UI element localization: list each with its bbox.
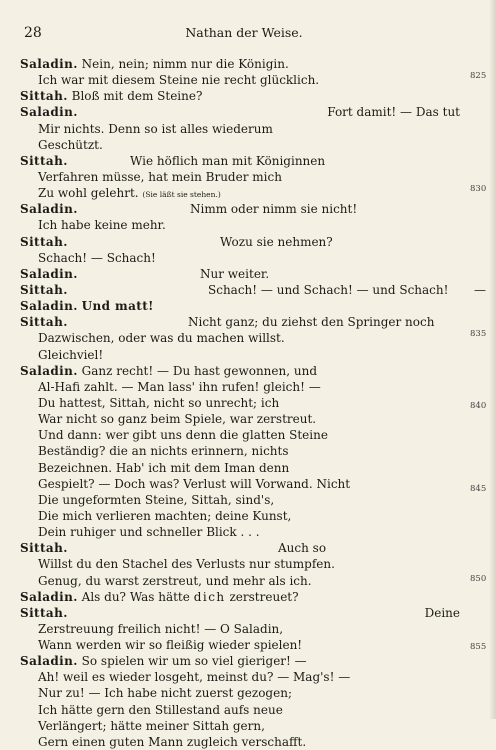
line-text: Ich habe keine mehr. bbox=[38, 218, 166, 233]
speaker-name: Sittah. bbox=[20, 89, 68, 104]
speaker-name: Sittah. bbox=[20, 541, 68, 556]
line-text: Wozu sie nehmen? bbox=[220, 234, 333, 249]
line-text: Und matt! bbox=[81, 299, 154, 314]
text-line bbox=[20, 201, 460, 217]
text-line bbox=[20, 702, 460, 718]
line-text: Nicht ganz; du ziehst den Springer noch bbox=[188, 315, 435, 330]
line-text: Und dann: wer gibt uns denn die glatten Steine bbox=[38, 428, 328, 443]
page-edge bbox=[490, 0, 496, 719]
text-line bbox=[20, 217, 460, 233]
text-line bbox=[20, 734, 460, 750]
line-text: Dein ruhiger und schneller Blick . . . bbox=[38, 525, 260, 540]
speaker-name: Saladin. bbox=[20, 299, 78, 314]
text-line bbox=[20, 347, 460, 363]
text-line bbox=[20, 137, 460, 153]
line-text: Deine bbox=[424, 605, 460, 620]
verse-number: 845 bbox=[470, 484, 487, 494]
line-text: Wie höflich man mit Königinnen bbox=[130, 153, 326, 168]
speaker-name: Sittah. bbox=[20, 605, 68, 620]
text-line bbox=[20, 524, 460, 540]
line-text: Verlängert; hätte meiner Sittah gern, bbox=[38, 718, 265, 733]
stage-direction: (Sie läßt sie stehen.) bbox=[142, 190, 221, 200]
line-text: Nur weiter. bbox=[200, 266, 270, 281]
line-text: Wann werden wir so fleißig wieder spielen! bbox=[38, 638, 303, 653]
text-line bbox=[20, 169, 460, 185]
verse-number: 855 bbox=[470, 642, 487, 652]
text-line bbox=[20, 56, 460, 72]
line-text: Die mich verlieren machten; deine Kunst, bbox=[38, 508, 292, 523]
text-line bbox=[20, 185, 460, 201]
line-text: Bloß mit dem Steine? bbox=[71, 89, 203, 104]
line-text: Ah! weil es wieder losgeht, meinst du? — Mag's! — bbox=[38, 670, 351, 685]
text-line bbox=[20, 266, 460, 282]
emphasized-word: dich bbox=[193, 589, 226, 604]
speaker-name: Sittah. bbox=[20, 282, 68, 297]
line-text: Zerstreuung freilich nicht! — O Saladin, bbox=[38, 621, 284, 636]
running-title: Nathan der Weise. bbox=[185, 25, 303, 40]
text-line bbox=[20, 330, 460, 346]
text-line bbox=[20, 427, 460, 443]
text-line bbox=[20, 605, 460, 621]
text-line bbox=[20, 363, 460, 379]
text-line bbox=[20, 621, 460, 637]
text-line bbox=[20, 573, 460, 589]
line-text: So spielen wir um so viel gieriger! — bbox=[81, 654, 307, 669]
verse-number: 840 bbox=[470, 401, 487, 411]
text-line bbox=[20, 540, 460, 556]
text-line bbox=[20, 508, 460, 524]
line-text: Bezeichnen. Hab' ich mit dem Iman denn bbox=[38, 460, 290, 475]
line-text: Nimm oder nimm sie nicht! bbox=[190, 202, 358, 217]
text-line bbox=[20, 395, 460, 411]
text-line bbox=[20, 104, 460, 120]
text-line bbox=[20, 637, 460, 653]
text-line bbox=[20, 234, 460, 250]
line-text: Fort damit! — Das tut bbox=[327, 105, 460, 120]
text-line bbox=[20, 314, 460, 330]
verse-number: 850 bbox=[470, 574, 487, 584]
line-text: Genug, du warst zerstreut, und mehr als ich. bbox=[38, 573, 312, 588]
speaker-name: Saladin. bbox=[20, 57, 78, 71]
text-line bbox=[20, 718, 460, 734]
line-text: Was hätte bbox=[129, 589, 190, 604]
line-text: Schach! — Schach! bbox=[38, 250, 156, 265]
speaker-name: Saladin. bbox=[20, 654, 78, 669]
text-line bbox=[20, 298, 460, 314]
text-line bbox=[20, 669, 460, 685]
line-text: Ich war mit diesem Steine nie recht glücklich. bbox=[38, 73, 320, 88]
line-text: Nur zu! — Ich habe nicht zuerst gezogen; bbox=[38, 686, 292, 701]
line-text: zerstreuet? bbox=[229, 589, 299, 604]
text-line bbox=[20, 589, 460, 605]
text-line bbox=[20, 121, 460, 137]
speaker-name: Saladin. bbox=[20, 363, 78, 378]
text-line bbox=[20, 476, 460, 492]
verse-number: 825 bbox=[470, 71, 487, 81]
line-text: Geschützt. bbox=[38, 137, 103, 152]
continuation-dash: — bbox=[474, 282, 486, 297]
line-text: Dazwischen, oder was du machen willst. bbox=[38, 331, 285, 346]
speaker-name: Sittah. bbox=[20, 315, 68, 330]
line-text: Gern einen guten Mann zugleich verschafft. bbox=[38, 734, 307, 749]
line-text: Gespielt? — Doch was? Verlust will Vorwand. Nicht bbox=[38, 476, 351, 491]
text-line bbox=[20, 153, 460, 169]
text-line bbox=[20, 460, 460, 476]
line-text: Du hattest, Sittah, nicht so unrecht; ich bbox=[38, 395, 280, 410]
text-line bbox=[20, 379, 460, 395]
line-text: Willst du den Stachel des Verlusts nur stumpfen. bbox=[38, 557, 335, 572]
speaker-name: Sittah. bbox=[20, 234, 68, 249]
text-line bbox=[20, 72, 460, 88]
text-line bbox=[20, 282, 486, 298]
line-text: Ich hätte gern den Stillestand aufs neue bbox=[38, 702, 283, 717]
line-text: War nicht so ganz beim Spiele, war zerstreut. bbox=[38, 412, 317, 427]
text-line bbox=[20, 492, 460, 508]
text-line bbox=[20, 556, 460, 572]
page-header bbox=[24, 24, 464, 42]
line-text: Nein, nein; nimm nur die Königin. bbox=[81, 57, 289, 71]
speaker-name: Sittah. bbox=[20, 153, 68, 168]
speaker-name: Saladin. bbox=[20, 589, 78, 604]
text-line bbox=[20, 250, 460, 266]
speaker-name: Saladin. bbox=[20, 202, 78, 217]
text-line bbox=[20, 443, 460, 459]
line-text: Zu wohl gelehrt. bbox=[38, 186, 139, 201]
verse-number: 830 bbox=[470, 184, 487, 194]
text-line bbox=[20, 685, 460, 701]
line-text: Verfahren müsse, hat mein Bruder mich bbox=[38, 169, 282, 184]
line-text: Als du? bbox=[81, 589, 126, 604]
text-line bbox=[20, 411, 460, 427]
line-text: Mir nichts. Denn so ist alles wiederum bbox=[38, 121, 273, 136]
line-text: Gleichviel! bbox=[38, 347, 104, 362]
line-text: Die ungeformten Steine, Sittah, sind's, bbox=[38, 492, 275, 507]
speaker-name: Saladin. bbox=[20, 266, 78, 281]
text-line bbox=[20, 653, 460, 669]
line-text: Al-Hafi zahlt. — Man lass' ihn rufen! gleich! — bbox=[38, 379, 321, 394]
line-text: Beständig? die an nichts erinnern, nichts bbox=[38, 444, 289, 459]
text-line bbox=[20, 88, 460, 104]
verse-number: 835 bbox=[470, 329, 487, 339]
line-text: Ganz recht! — Du hast gewonnen, und bbox=[81, 363, 317, 378]
line-text: Auch so bbox=[278, 541, 327, 556]
speaker-name: Saladin. bbox=[20, 105, 78, 120]
page-number: 28 bbox=[24, 25, 42, 41]
line-text: Schach! — und Schach! — und Schach! bbox=[208, 282, 449, 297]
